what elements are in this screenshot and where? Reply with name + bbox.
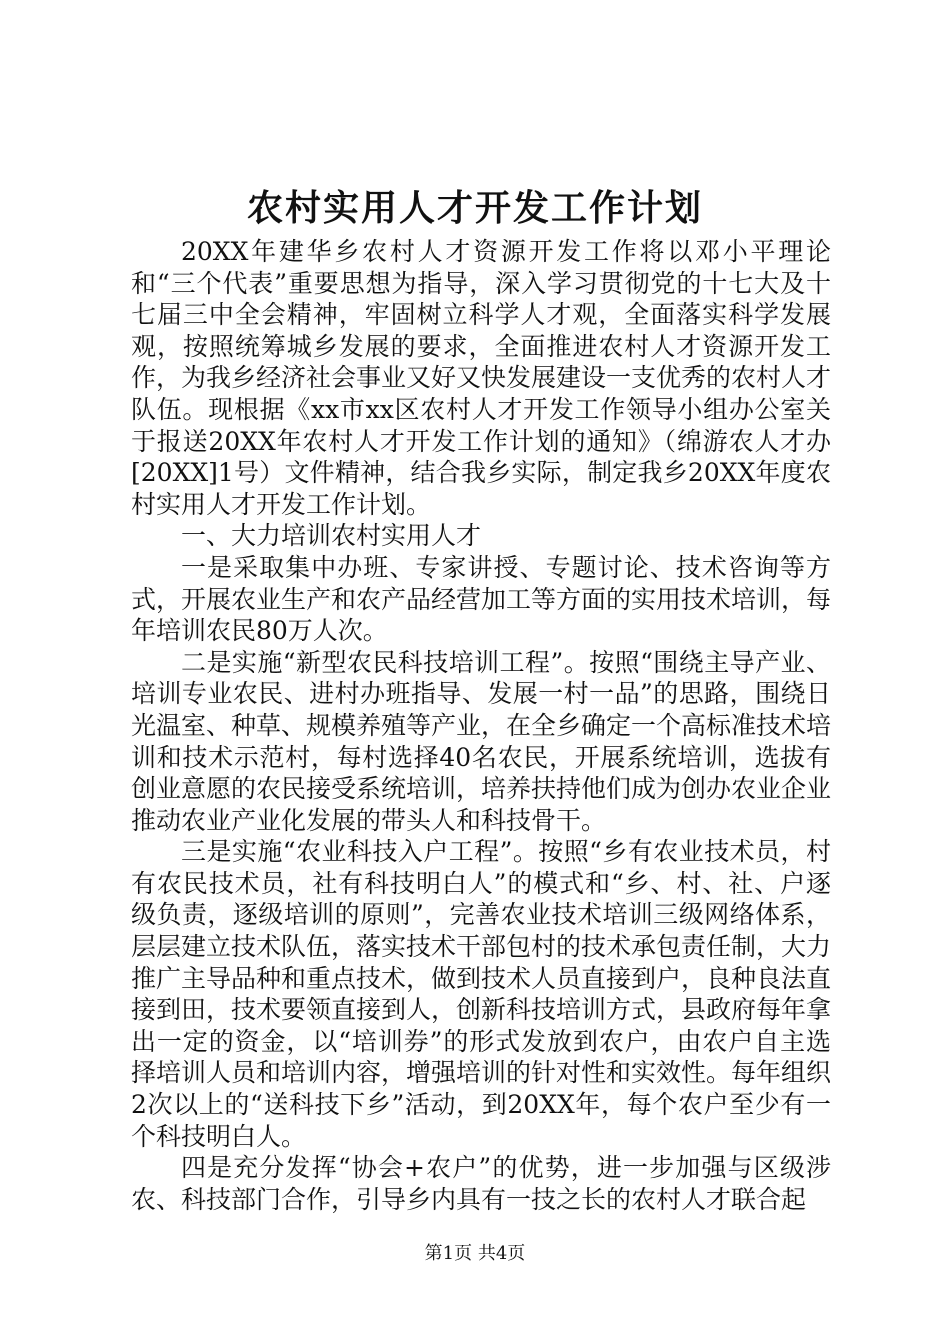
- document-title: 农村实用人才开发工作计划: [246, 187, 703, 229]
- section-heading-1: 一、大力培训农村实用人才: [181, 521, 482, 551]
- page-footer: 第1页 共4页: [424, 1243, 526, 1264]
- paragraph-item-2: 二是实施“新型农民科技培训工程”。按照“围绕主导产业、培训专业农民、进村办班指导、发展一村一品”的思路，围绕日光温室、种草、规模养殖等产业，在全乡确定一个高标准技术培训和技术示范村，每村选择40名农民，开展系统培训，选拔有创业意愿的农民接受系统培训，培养扶持他们成为创办农业企业推动农业产业化发展的带头人和科技骨干。: [131, 647, 832, 835]
- document-body: [131, 236, 831, 1215]
- paragraph-intro: 20XX年建华乡农村人才资源开发工作将以邓小平理论和“三个代表”重要思想为指导，深入学习贯彻党的十七大及十七届三中全会精神，牢固树立科学人才观，全面落实科学发展观，按照统筹城乡发展的要求，全面推进农村人才资源开发工作，为我乡经济社会事业又好又快发展建设一支优秀的农村人才队伍。现根据《xx市xx区农村人才开发工作领导小组办公室关于报送20XX年农村人才开发工作计划的通知》（绵游农人才办[20XX]1号）文件精神，结合我乡实际，制定我乡20XX年度农村实用人才开发工作计划。: [131, 237, 832, 519]
- paragraph-item-4: 四是充分发挥“协会+农户”的优势，进一步加强与区级涉农、科技部门合作，引导乡内具有一技之长的农村人才联合起: [131, 1153, 831, 1214]
- paragraph-item-3: 三是实施“农业科技入户工程”。按照“乡有农业技术员，村有农民技术员，社有科技明白人”的模式和“乡、村、社、户逐级负责，逐级培训的原则”，完善农业技术培训三级网络体系，层层建立技术队伍，落实技术干部包村的技术承包责任制，大力推广主导品种和重点技术，做到技术人员直接到户，良种良法直接到田，技术要领直接到人，创新科技培训方式，县政府每年拿出一定的资金，以“培训券”的形式发放到农户，由农户自主选择培训人员和培训内容，增强培训的针对性和实效性。每年组织2次以上的“送科技下乡”活动，到20XX年，每个农户至少有一个科技明白人。: [131, 837, 832, 1151]
- paragraph-item-1: 一是采取集中办班、专家讲授、专题讨论、技术咨询等方式，开展农业生产和农产品经营加工等方面的实用技术培训，每年培训农民80万人次。: [131, 552, 832, 646]
